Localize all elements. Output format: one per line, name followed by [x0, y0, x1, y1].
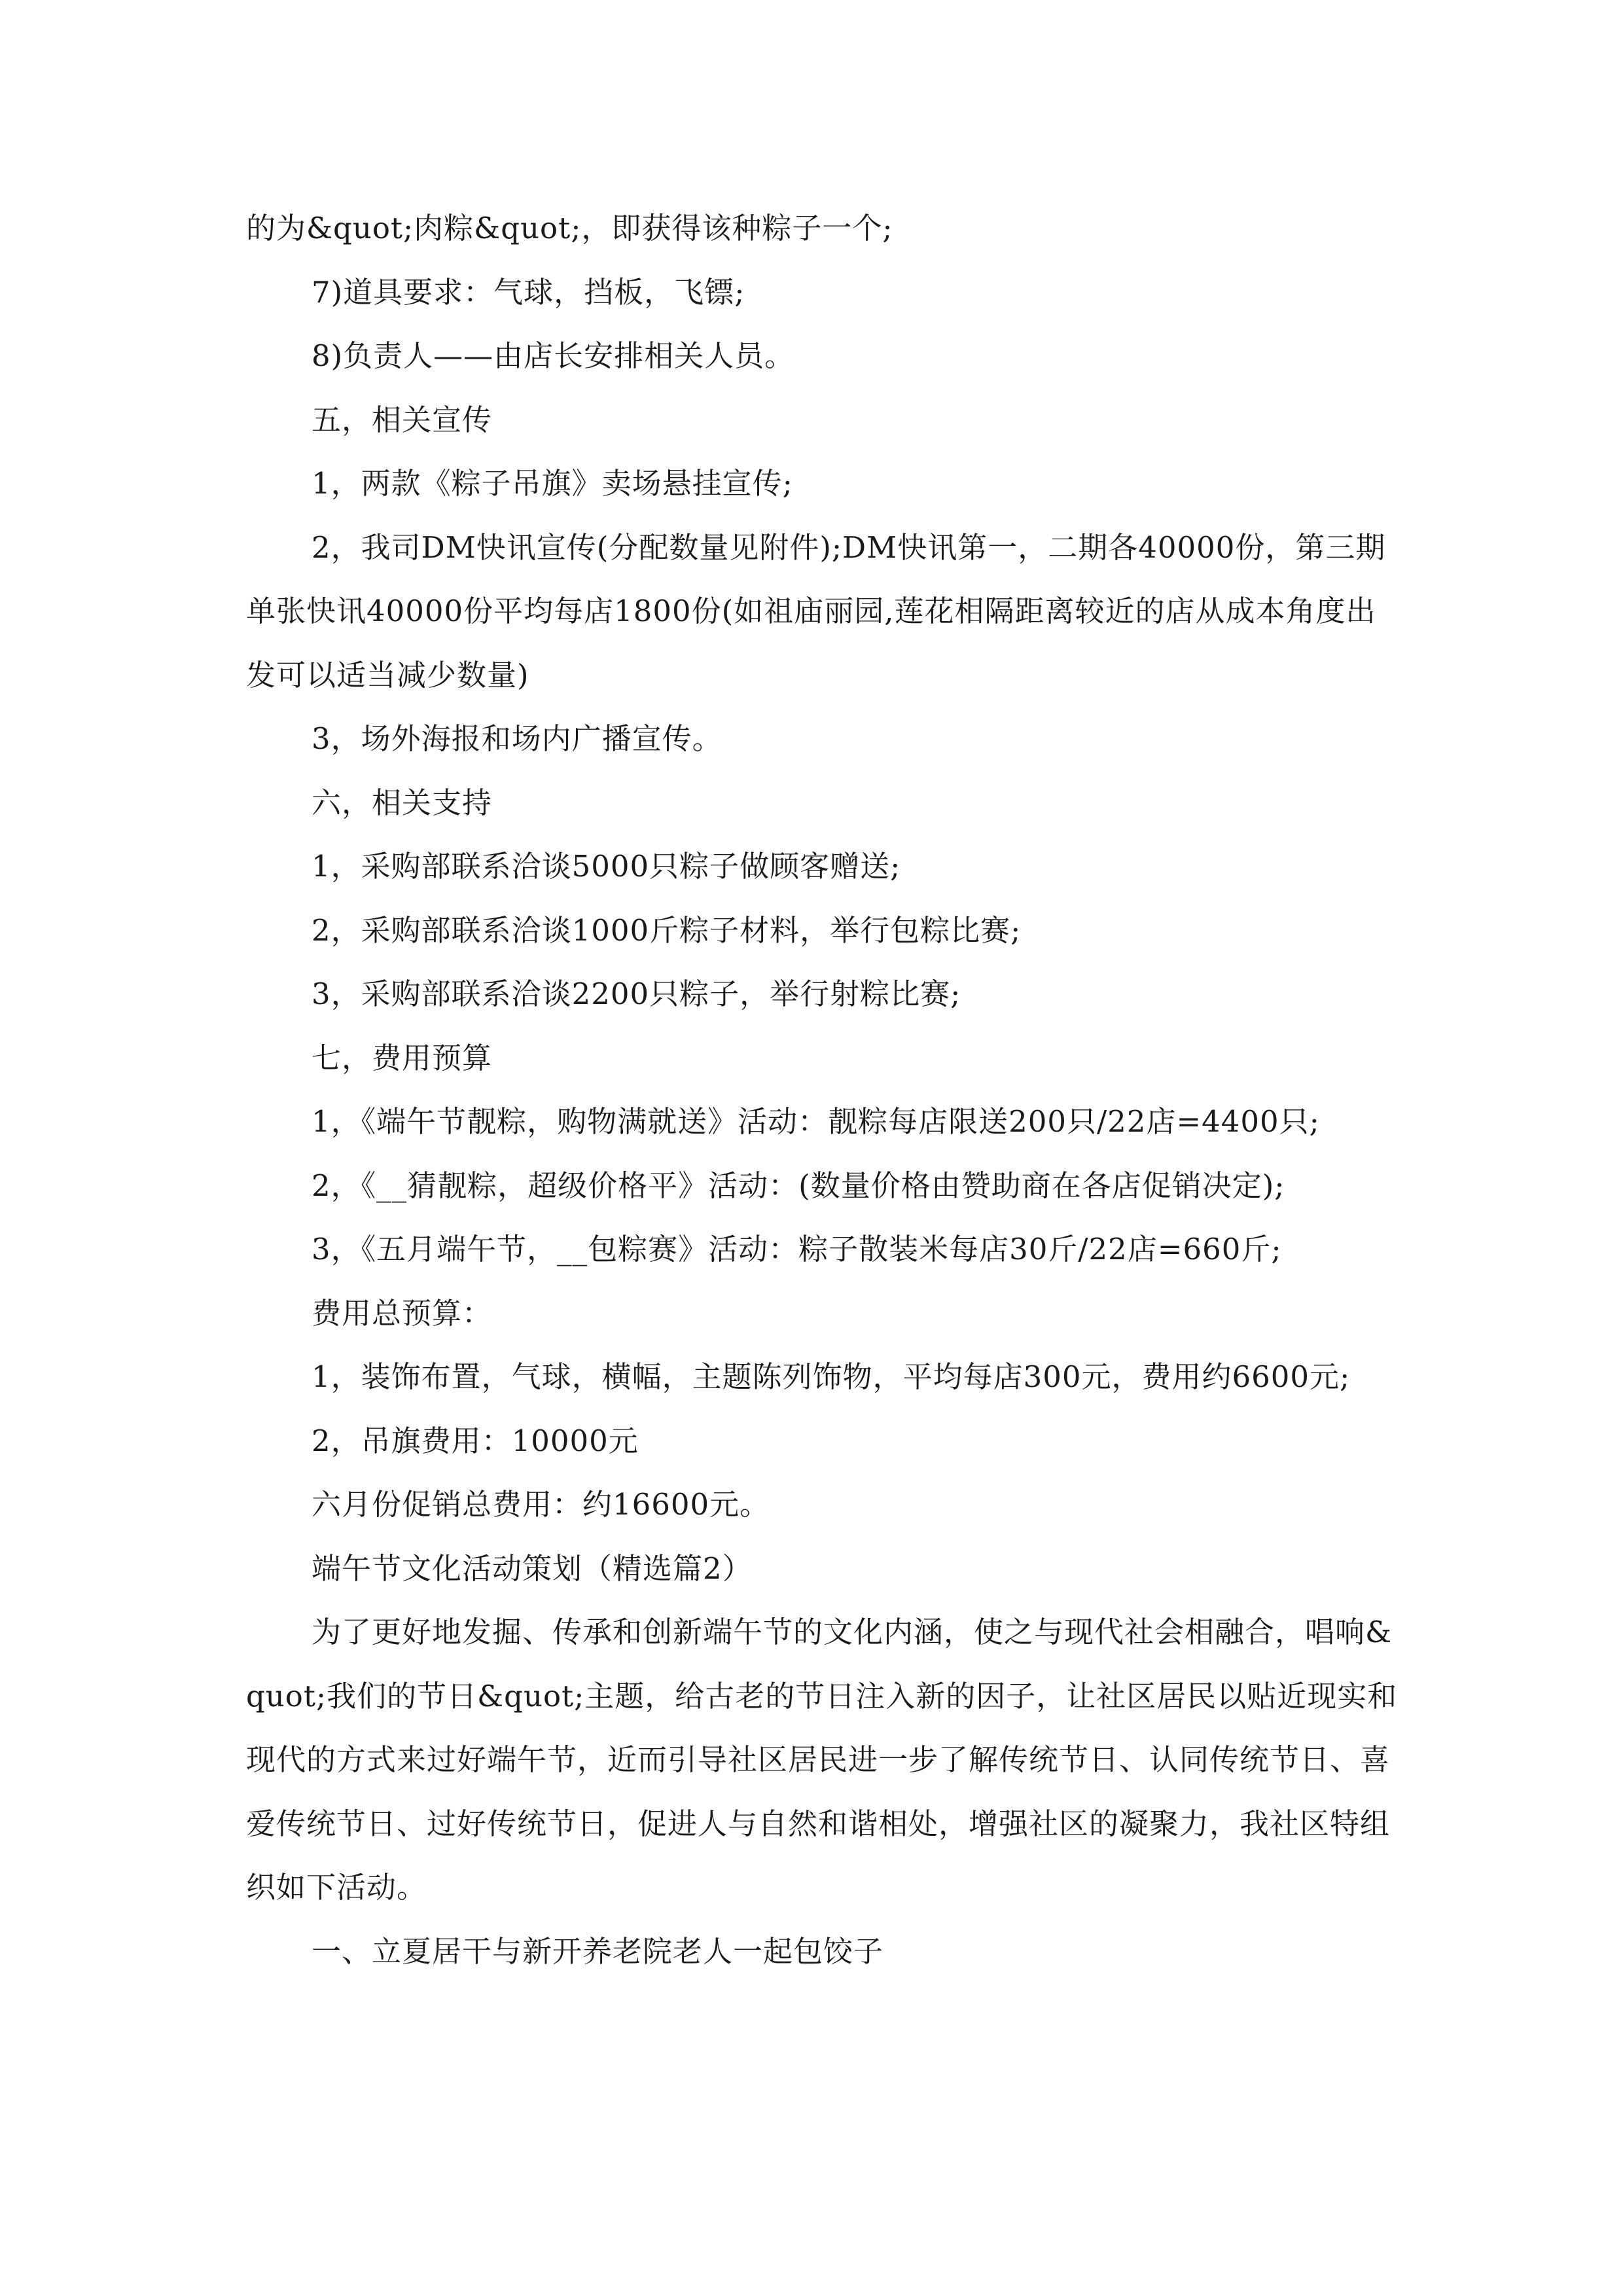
- paragraph-15: 3，《五月端午节，__包粽赛》活动：粽子散装米每店30斤/22店=660斤;: [312, 1232, 1282, 1266]
- paragraph-10: 2，采购部联系洽谈1000斤粽子材料，举行包粽比赛;: [312, 912, 1022, 948]
- paragraph-5: 1，两款《粽子吊旗》卖场悬挂宣传;: [312, 466, 793, 501]
- paragraph-22: 一、立夏居干与新开养老院老人一起包饺子: [312, 1933, 884, 1969]
- paragraph-9: 1，采购部联系洽谈5000只粽子做顾客赠送;: [312, 849, 901, 884]
- section-heading-publicity: 五，相关宣传: [312, 402, 493, 437]
- paragraph-1: 的为&quot;肉粽&quot;，即获得该种粽子一个;: [246, 211, 893, 245]
- paragraph-13: 1，《端午节靓粽，购物满就送》活动：靓粽每店限送200只/22店=4400只;: [312, 1104, 1320, 1139]
- paragraph-16: 费用总预算：: [312, 1295, 493, 1331]
- section-heading-budget: 七，费用预算: [312, 1040, 493, 1075]
- paragraph-7: 3，场外海报和场内广播宣传。: [312, 721, 722, 756]
- paragraph-19: 六月份促销总费用：约16600元。: [312, 1487, 770, 1522]
- article-title: 端午节文化活动策划（精选篇2）: [312, 1551, 753, 1586]
- paragraph-3: 8)负责人——由店长安排相关人员。: [312, 338, 795, 373]
- paragraph-6: 2，我司DM快讯宣传(分配数量见附件);DM快讯第一，二期各40000份，第三期单张快讯40000份平均每店1800份(如祖庙丽园,莲花相隔距离较近的店从成本角度出发可以适当减少数量): [246, 529, 1386, 692]
- document-body: [246, 196, 1398, 1983]
- paragraph-21: 为了更好地发掘、传承和创新端午节的文化内涵，使之与现代社会相融合，唱响&quot;我们的节日&quot;主题，给古老的节日注入新的因子，让社区居民以贴近现实和现代的方式来过好端午节，近而引导社区居民进一步了解传统节日、认同传统节日、喜爱传统节日、过好传统节日，促进人与自然和谐相处，增强社区的凝聚力，我社区特组织如下活动。: [246, 1615, 1398, 1905]
- paragraph-14: 2，《__猜靓粽，超级价格平》活动：(数量价格由赞助商在各店促销决定);: [312, 1168, 1285, 1203]
- paragraph-17: 1，装饰布置，气球，横幅，主题陈列饰物，平均每店300元，费用约6600元;: [312, 1359, 1351, 1394]
- paragraph-11: 3，采购部联系洽谈2200只粽子，举行射粽比赛;: [312, 977, 961, 1011]
- section-heading-support: 六，相关支持: [312, 785, 493, 820]
- paragraph-2: 7)道具要求：气球，挡板，飞镖;: [312, 274, 745, 310]
- paragraph-18: 2，吊旗费用：10000元: [312, 1423, 639, 1458]
